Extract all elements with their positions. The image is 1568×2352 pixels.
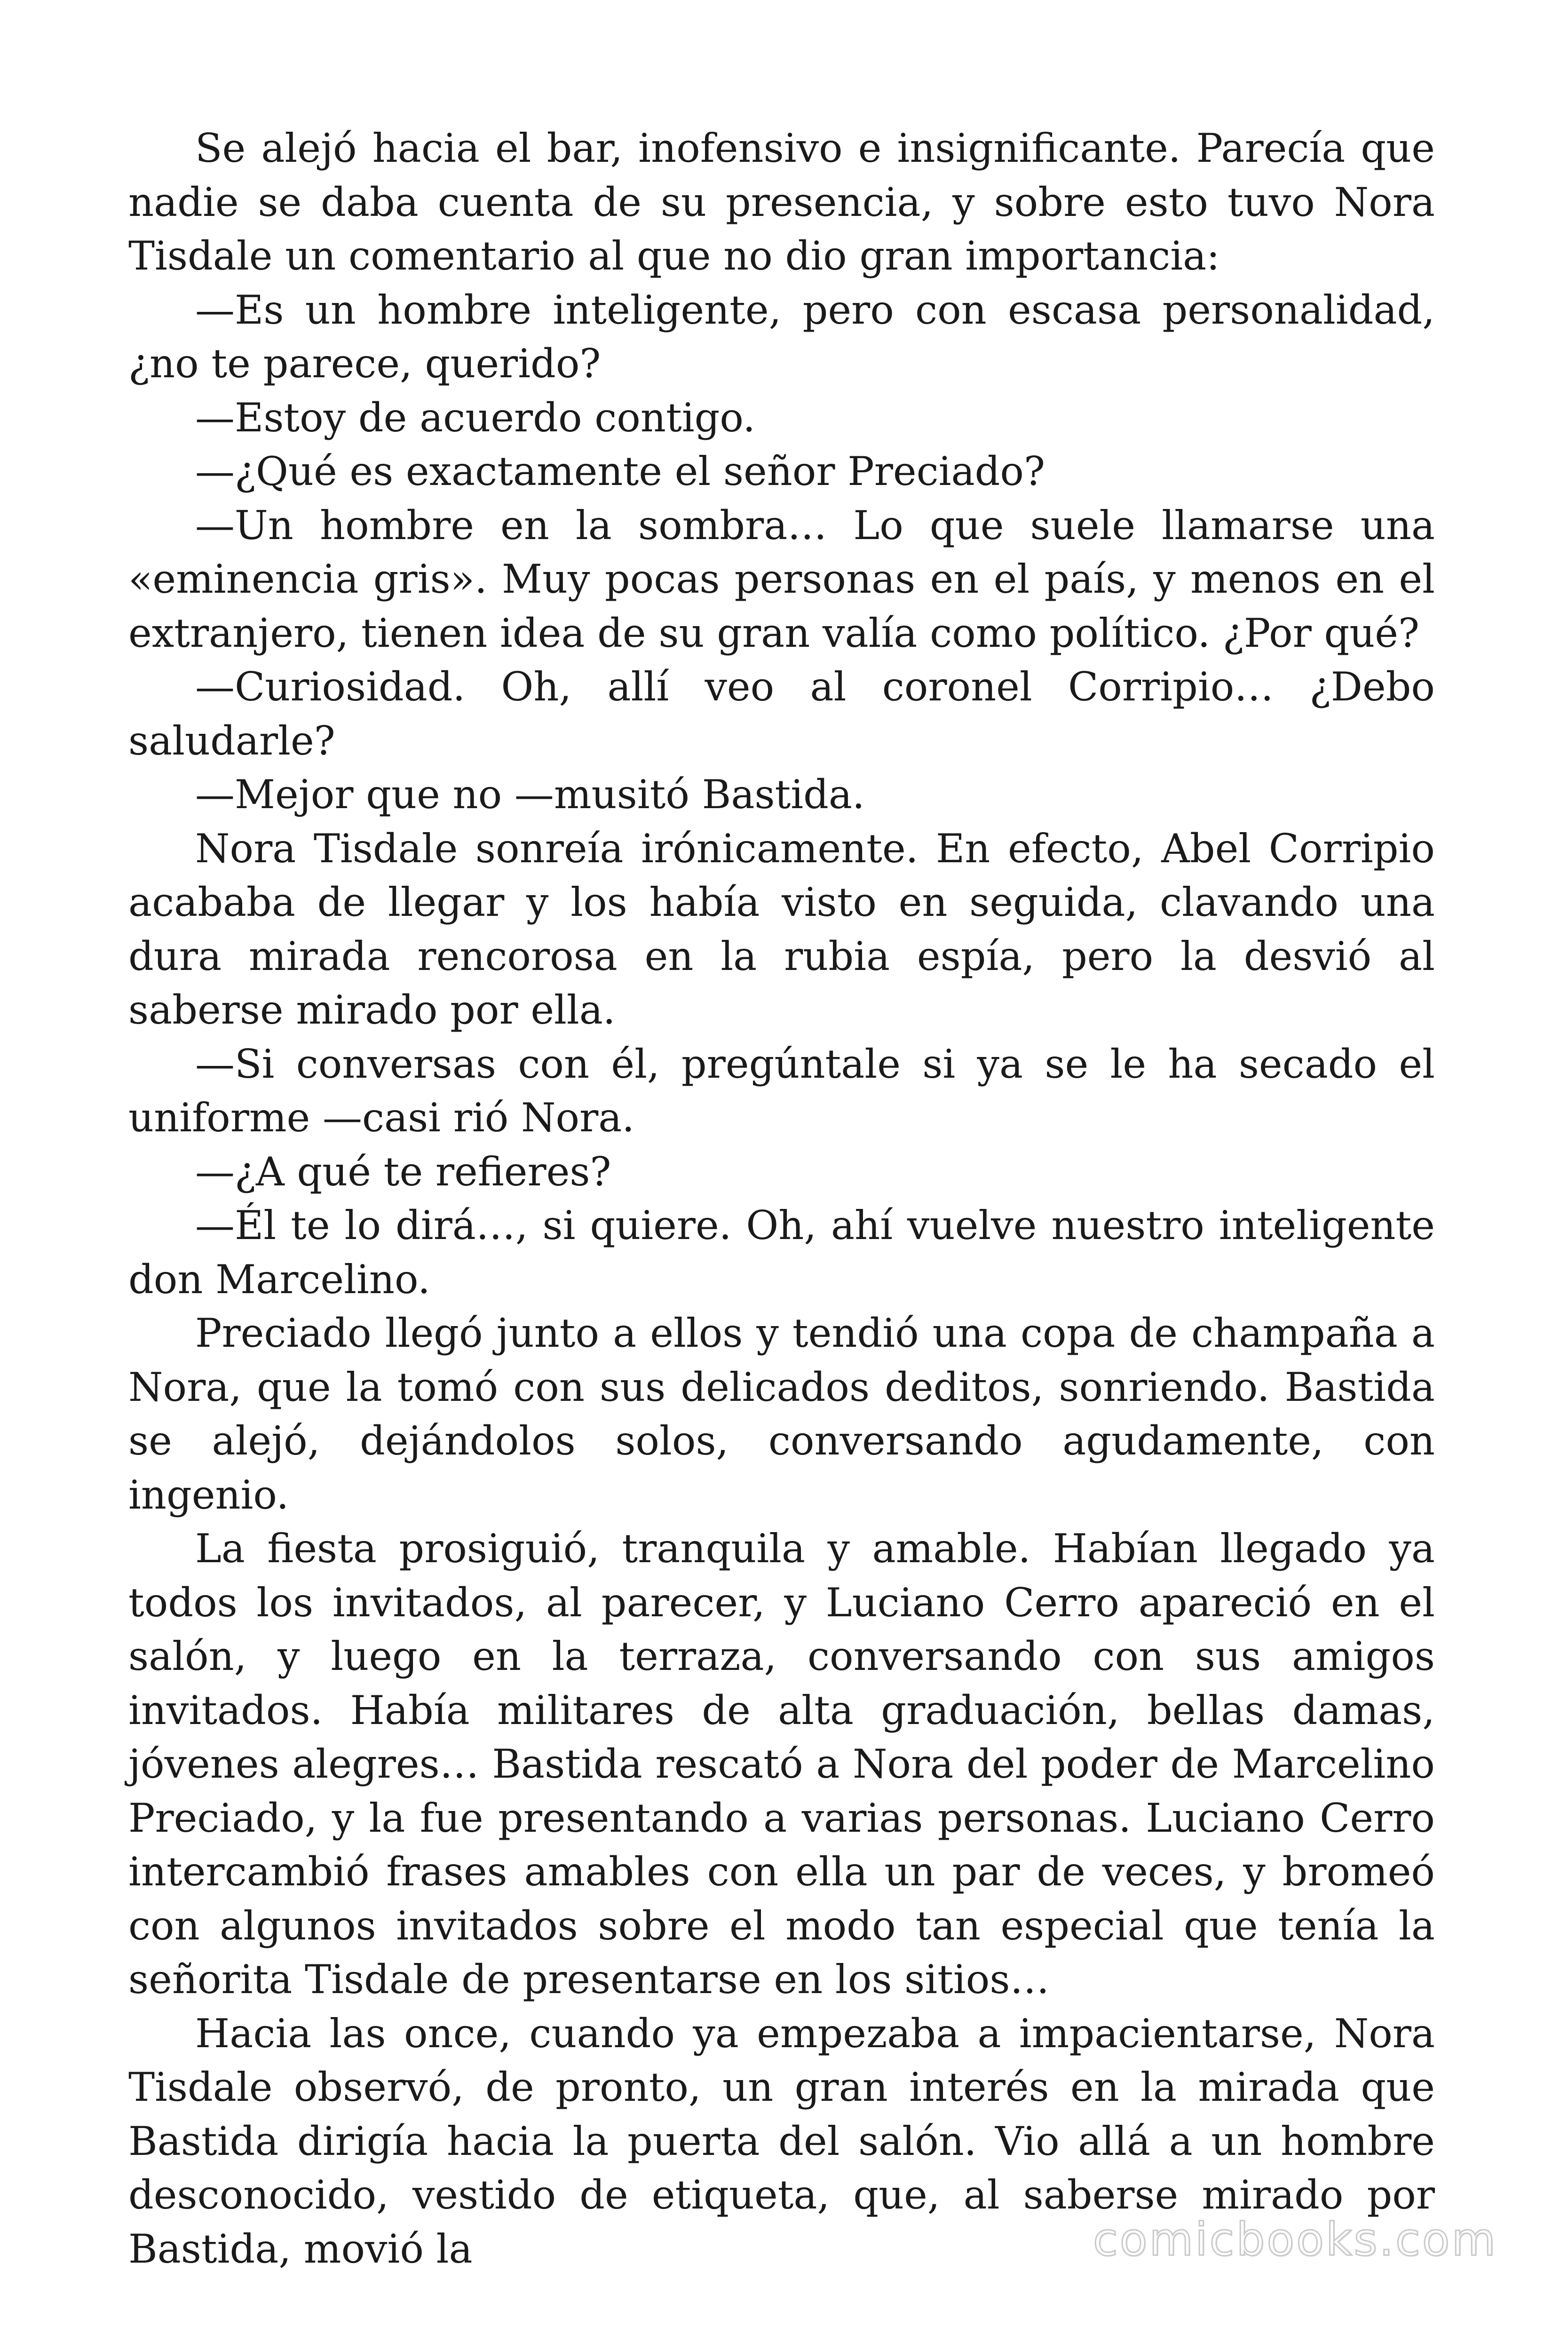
paragraph: —Si conversas con él, pregúntale si ya se le ha secado el uniforme —casi rió Nora.: [128, 1041, 1435, 1141]
paragraph: —¿A qué te refieres?: [195, 1148, 611, 1195]
paragraph: —Estoy de acuerdo contigo.: [195, 394, 756, 441]
paragraph: La fiesta prosiguió, tranquila y amable. Habían llegado ya todos los invitados, al parecer, y Luciano Cerro apareció en el salón, y luego en la terraza, conversando con sus amigos invitados. Había militares de alta graduación, bellas damas, jóvenes alegres… Bastida rescató a Nora del poder de Marcelino Preciado, y la fue presentando a varias personas. Luciano Cerro intercambió frases amables con ella un par de veces, y bromeó con algunos invitados sobre el modo tan especial que tenía la señorita Tisdale de presentarse en los sitios…: [128, 1526, 1435, 2002]
paragraph: Se alejó hacia el bar, inofensivo e insignificante. Parecía que nadie se daba cuenta de su presencia, y sobre esto tuvo Nora Tisdale un comentario al que no dio gran importancia:: [128, 125, 1435, 279]
page-text: [128, 121, 1435, 2276]
watermark: comicbooks.com: [1093, 2213, 1497, 2266]
paragraph: —Curiosidad. Oh, allí veo al coronel Corripio… ¿Debo saludarle?: [128, 664, 1435, 764]
paragraph: Nora Tisdale sonreía irónicamente. En efecto, Abel Corripio acababa de llegar y los había visto en seguida, clavando una dura mirada rencorosa en la rubia espía, pero la desvió al saberse mirado por ella.: [128, 825, 1435, 1033]
paragraph: —¿Qué es exactamente el señor Preciado?: [195, 448, 1045, 494]
paragraph: —Él te lo dirá…, si quiere. Oh, ahí vuelve nuestro inteligente don Marcelino.: [128, 1202, 1435, 1303]
paragraph: Hacia las once, cuando ya empezaba a impacientarse, Nora Tisdale observó, de pronto, un gran interés en la mirada que Bastida dirigía hacia la puerta del salón. Vio allá a un hombre desconocido, vestido de etiqueta, que, al saberse mirado por Bastida, movió la: [128, 2010, 1435, 2272]
paragraph: —Es un hombre inteligente, pero con escasa personalidad, ¿no te parece, querido?: [128, 286, 1435, 387]
paragraph: —Un hombre en la sombra… Lo que suele llamarse una «eminencia gris». Muy pocas personas en el país, y menos en el extranjero, tienen idea de su gran valía como político. ¿Por qué?: [128, 502, 1435, 656]
paragraph: Preciado llegó junto a ellos y tendió una copa de champaña a Nora, que la tomó con sus delicados deditos, sonriendo. Bastida se alejó, dejándolos solos, conversando agudamente, con ingenio.: [128, 1310, 1435, 1518]
paragraph: —Mejor que no —musitó Bastida.: [195, 771, 865, 818]
